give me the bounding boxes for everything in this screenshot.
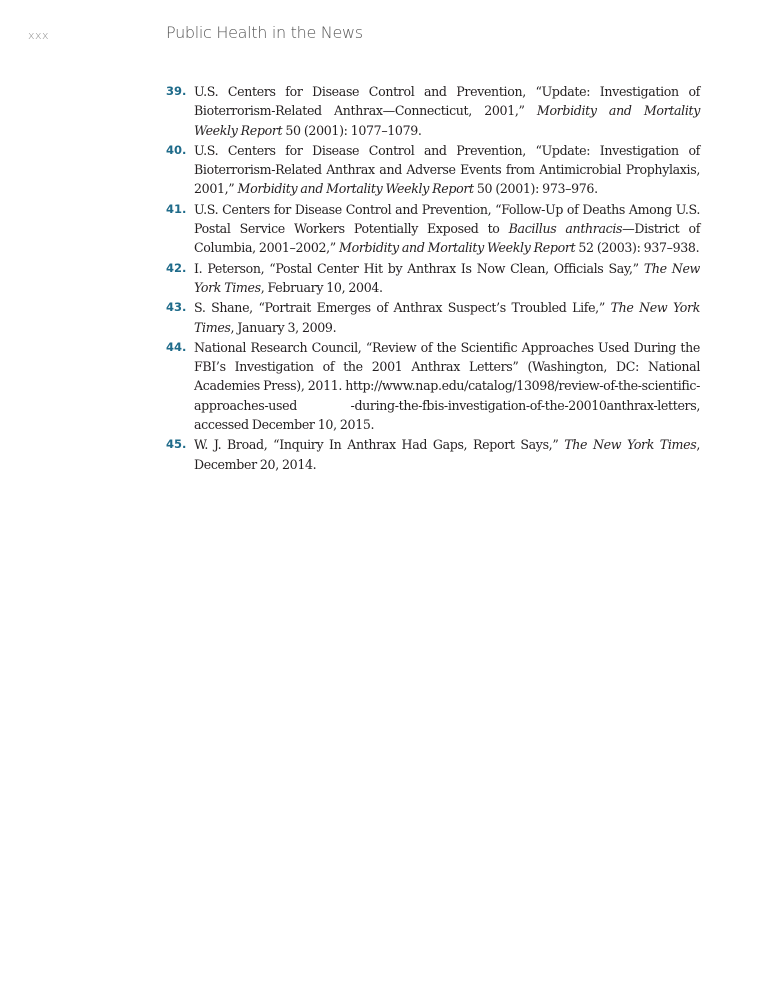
endnote-citation: , February 10, 2004. [260, 279, 383, 295]
endnote-number: 40. [166, 142, 187, 157]
endnote-species: Bacillus anthracis [508, 221, 623, 237]
endnote-43 [166, 298, 700, 337]
endnote-newspaper: The New York Times [194, 300, 700, 335]
endnote-newspaper: The New York Times [564, 437, 697, 453]
endnote-number: 41. [166, 201, 187, 216]
endnote-39 [166, 82, 700, 140]
endnote-citation: 50 (2001): 973–976. [473, 181, 598, 197]
endnote-41 [166, 200, 700, 258]
endnote-number: 39. [166, 84, 187, 98]
endnote-newspaper: The New York Times [194, 260, 700, 295]
endnote-citation: , January 3, 2009. [230, 319, 337, 335]
endnote-number: 44. [166, 339, 187, 354]
endnote-45 [166, 435, 700, 474]
endnote-42 [166, 259, 700, 298]
endnote-citation: 50 (2001): 1077–1079. [282, 122, 422, 138]
endnote-citation: , December 20, 2014. [194, 437, 700, 472]
endnote-text-2: —District of Columbia, 2001–2002,” [194, 221, 701, 256]
endnote-text: I. Peterson, “Postal Center Hit by Anthrax Is Now Clean, Officials Say,” [194, 260, 644, 276]
endnote-44 [166, 338, 700, 434]
endnote-text: S. Shane, “Portrait Emerges of Anthrax Suspect’s Troubled Life,” [194, 300, 611, 316]
endnote-text: U.S. Centers for Disease Control and Prevention, “Update: Investigation of Bioterrorism-Related Anthrax and Adverse Events from Antimicrobial Prophylaxis, 2001,” [194, 142, 700, 197]
endnote-number: 43. [166, 300, 187, 315]
endnote-40 [166, 141, 700, 199]
endnote-text: U.S. Centers for Disease Control and Prevention, “Update: Investigation of Bioterrorism-Related Anthrax—Connecticut, 2001,” [194, 84, 700, 119]
endnote-citation: 52 (2003): 937–938. [575, 240, 700, 256]
endnote-number: 45. [166, 437, 187, 452]
page-number: xxx [28, 29, 50, 42]
endnote-text: U.S. Centers for Disease Control and Prevention, “Follow-Up of Deaths Among U.S. Postal Service Workers Potentially Exposed to [194, 201, 700, 237]
endnote-text: National Research Council, “Review of the Scientific Approaches Used During the FBI’s Investigation of the 2001 Anthrax Letters” (Washington, DC: National Academies Press), 2011. http://www.nap.edu/catalog/13098/review-of-the-scientific-approaches-used -during-the-fbis-investigation-of-the-20010anthrax-letters, accessed December 10, 2015. [194, 339, 700, 433]
endnote-number: 42. [166, 260, 187, 275]
endnote-journal: Morbidity and Mortality Weekly Report [194, 103, 700, 138]
running-head: Public Health in the News [166, 23, 363, 42]
endnote-journal: Morbidity and Mortality Weekly Report [339, 240, 576, 256]
endnotes-list [166, 82, 700, 475]
endnote-journal: Morbidity and Mortality Weekly Report [237, 181, 474, 197]
endnote-text: W. J. Broad, “Inquiry In Anthrax Had Gaps, Report Says,” [194, 437, 565, 453]
